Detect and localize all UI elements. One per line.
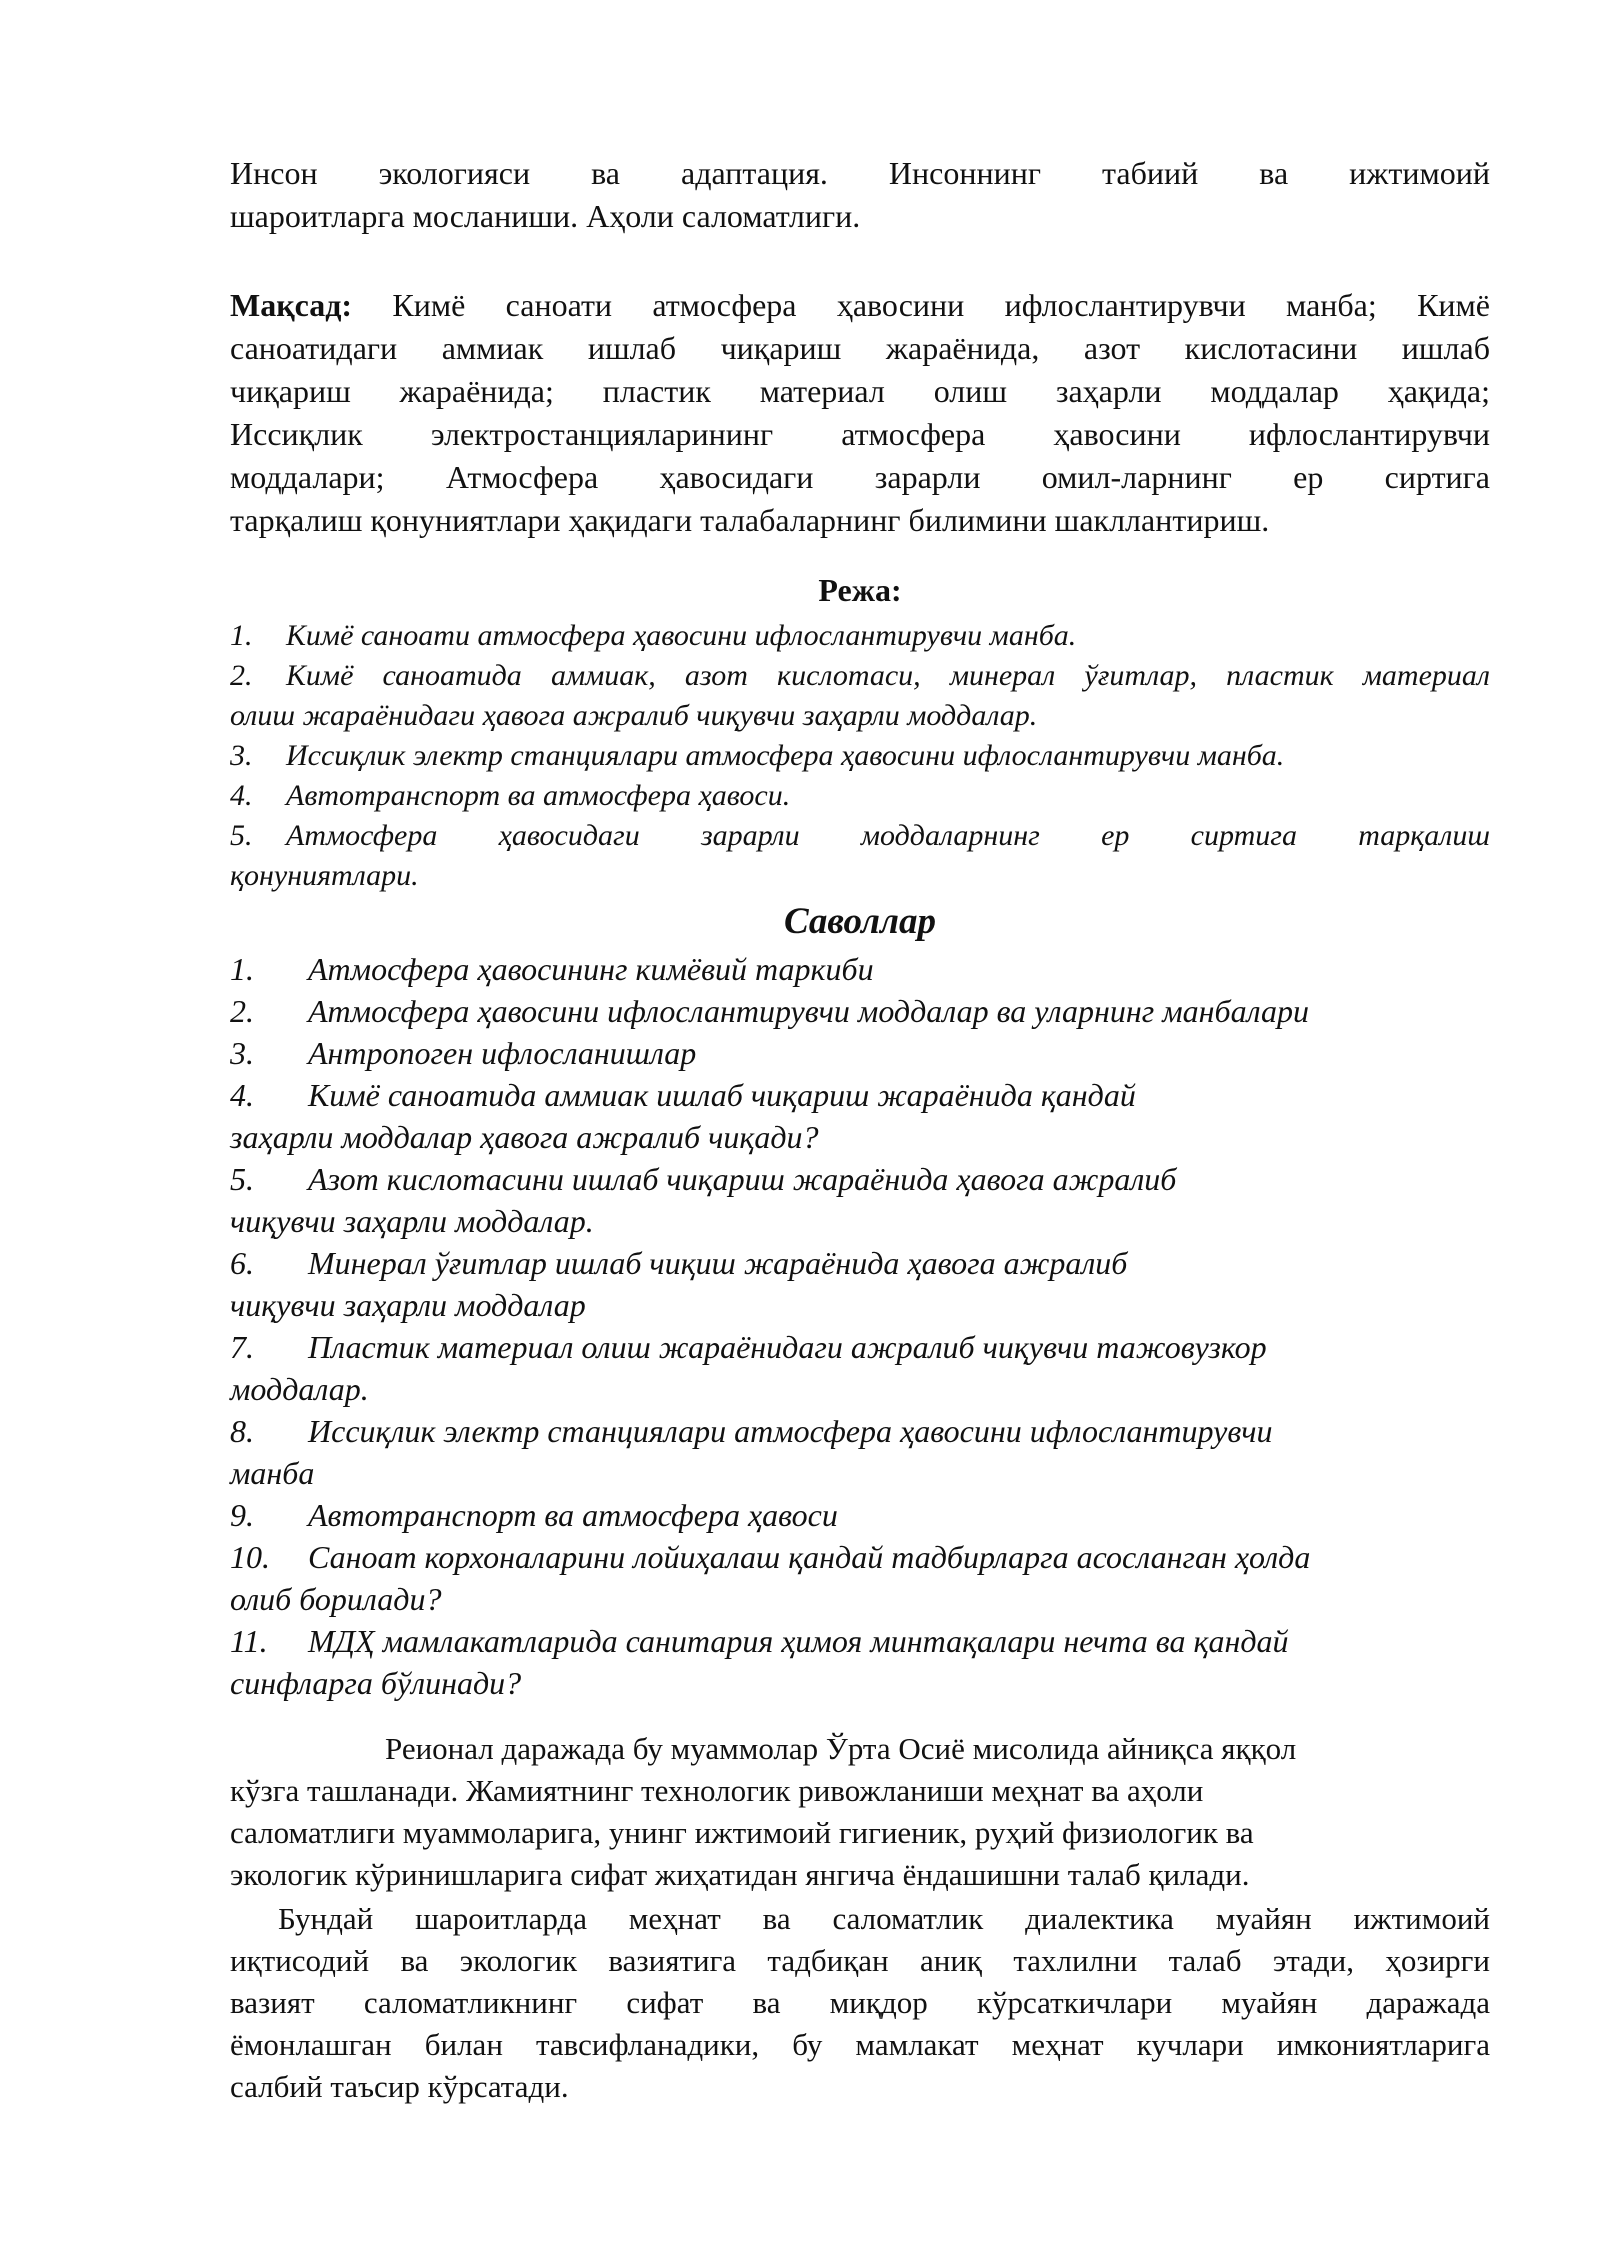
question-item — [230, 1032, 1490, 1074]
question-item — [230, 1536, 1490, 1578]
question-text: Азот кислотасини ишлаб чиқариш жараёнида ҳавога ажралиб — [308, 1161, 1177, 1197]
question-continuation: моддалар. — [230, 1371, 369, 1407]
plan-item-text: Атмосфера ҳавосидаги зарарли моддаларнинг ер сиртига тарқалиш — [286, 819, 1490, 852]
paragraph-line: салбий таъсир кўрсатади. — [230, 2069, 569, 2104]
question-number: 11. — [230, 1623, 268, 1659]
question-text: Саноат корхоналарини лойиҳалаш қандай тадбирларга асосланган ҳолда — [308, 1539, 1311, 1575]
plan-item — [230, 616, 1490, 656]
question-number: 3. — [230, 1035, 254, 1071]
questions-list — [230, 948, 1490, 1704]
goal-line-1 — [230, 284, 1490, 327]
question-continuation: олиб борилади? — [230, 1581, 442, 1617]
body-paragraph-2 — [230, 1898, 1490, 2108]
question-item — [230, 1242, 1490, 1284]
plan-item — [230, 816, 1490, 856]
question-item — [230, 948, 1490, 990]
paragraph-line: саломатлиги муаммоларига, унинг ижтимоий гигиеник, руҳий физиологик ва — [230, 1815, 1254, 1850]
goal-line-5: моддалари; Атмосфера ҳавосидаги зарарли омил-ларнинг ер сиртига — [230, 459, 1490, 495]
question-text: Кимё саноатида аммиак ишлаб чиқариш жараёнида қандай — [308, 1077, 1136, 1113]
goal-line-4: Иссиқлик электростанцияларининг атмосфера ҳавосини ифлослантирувчи — [230, 416, 1490, 452]
goal-line-3: чиқариш жараёнида; пластик материал олиш заҳарли моддалар ҳақида; — [230, 373, 1490, 409]
question-item — [230, 1410, 1490, 1452]
question-number: 9. — [230, 1497, 254, 1533]
question-text: Минерал ўғитлар ишлаб чиқиш жараёнида ҳавога ажралиб — [308, 1245, 1128, 1281]
question-continuation: чиқувчи заҳарли моддалар. — [230, 1203, 594, 1239]
goal-label: Мақсад: — [230, 287, 353, 323]
plan-item-number: 5. — [230, 819, 253, 852]
question-text: Пластик материал олиш жараёнидаги ажралиб чиқувчи тажовузкор — [308, 1329, 1267, 1365]
question-continuation: заҳарли моддалар ҳавога ажралиб чиқади? — [230, 1119, 819, 1155]
question-text: МДҲ мамлакатларида санитария ҳимоя минтақалари нечта ва қандай — [308, 1623, 1289, 1659]
question-text: Антропоген ифлосланишлар — [308, 1035, 697, 1071]
paragraph-line: Бундай шароитларда меҳнат ва саломатлик диалектика муайян ижтимоий — [278, 1901, 1490, 1936]
question-continuation: синфларга бўлинади? — [230, 1665, 522, 1701]
questions-heading: Саволлар — [783, 901, 937, 942]
plan-item-number: 2. — [230, 659, 253, 692]
question-number: 5. — [230, 1161, 254, 1197]
plan-item-text: Кимё саноати атмосфера ҳавосини ифлослантирувчи манба. — [286, 619, 1077, 652]
question-number: 10. — [230, 1539, 270, 1575]
question-number: 4. — [230, 1077, 254, 1113]
goal-section — [230, 284, 1490, 542]
question-continuation: манба — [230, 1455, 315, 1491]
paragraph-line: кўзга ташланади. Жамиятнинг технологик ривожланиши меҳнат ва аҳоли — [230, 1773, 1204, 1808]
plan-item-continuation: қонуниятлари. — [230, 859, 419, 892]
question-item — [230, 1158, 1490, 1200]
plan-item-number: 3. — [230, 739, 253, 772]
question-text: Иссиқлик электр станциялари атмосфера ҳавосини ифлослантирувчи — [308, 1413, 1273, 1449]
question-item — [230, 1074, 1490, 1116]
question-text: Атмосфера ҳавосини ифлослантирувчи моддалар ва уларнинг манбалари — [308, 993, 1309, 1029]
goal-line-2: саноатидаги аммиак ишлаб чиқариш жараёнида, азот кислотасини ишлаб — [230, 330, 1490, 366]
question-item — [230, 990, 1490, 1032]
paragraph-line: Реионал даражада бу муаммолар Ўрта Осиё мисолида айниқса яққол — [385, 1731, 1297, 1766]
plan-item-text: Кимё саноатида аммиак, азот кислотаси, минерал ўғитлар, пластик материал — [286, 659, 1490, 692]
question-item — [230, 1494, 1490, 1536]
body-paragraph-1 — [230, 1728, 1490, 1896]
plan-list — [230, 616, 1490, 896]
plan-item-continuation: олиш жараёнидаги ҳавога ажралиб чиқувчи заҳарли моддалар. — [230, 699, 1038, 732]
paragraph-line: иқтисодий ва экологик вазиятига тадбиқан аниқ тахлилни талаб этади, ҳозирги — [230, 1943, 1490, 1978]
plan-item-number: 1. — [230, 619, 253, 652]
paragraph-line: экологик кўринишларига сифат жиҳатидан янгича ёндашишни талаб қилади. — [230, 1857, 1250, 1892]
question-text: Автотранспорт ва атмосфера ҳавоси — [308, 1497, 838, 1533]
title-line-1: Инсон экологияси ва адаптация. Инсоннинг табиий ва ижтимоий — [230, 155, 1490, 191]
question-text: Атмосфера ҳавосининг кимёвий таркиби — [308, 951, 874, 987]
question-number: 6. — [230, 1245, 254, 1281]
plan-item — [230, 776, 1490, 816]
plan-item-text: Иссиқлик электр станциялари атмосфера ҳавосини ифлослантирувчи манба. — [286, 739, 1285, 772]
paragraph-line: вазият саломатликнинг сифат ва миқдор кўрсаткичлари муайян даражада — [230, 1985, 1490, 2020]
plan-heading: Режа: — [818, 572, 902, 608]
plan-item-number: 4. — [230, 779, 253, 812]
question-item — [230, 1326, 1490, 1368]
question-number: 8. — [230, 1413, 254, 1449]
goal-line-6: тарқалиш қонуниятлари ҳақидаги талабаларнинг билимини шакллантириш. — [230, 502, 1270, 538]
question-number: 1. — [230, 951, 254, 987]
question-continuation: чиқувчи заҳарли моддалар — [230, 1287, 586, 1323]
goal-text-1: Кимё саноати атмосфера ҳавосини ифлослантирувчи манба; Кимё — [392, 287, 1491, 323]
document-title — [230, 152, 1490, 238]
question-number: 7. — [230, 1329, 254, 1365]
title-line-2: шароитларга мосланиши. Аҳоли саломатлиги. — [230, 198, 861, 234]
paragraph-line: ёмонлашган билан тавсифланадики, бу мамлакат меҳнат кучлари имкониятларига — [230, 2027, 1490, 2062]
question-item — [230, 1620, 1490, 1662]
plan-item — [230, 656, 1490, 696]
plan-item-text: Автотранспорт ва атмосфера ҳавоси. — [286, 779, 791, 812]
plan-item — [230, 736, 1490, 776]
question-number: 2. — [230, 993, 254, 1029]
